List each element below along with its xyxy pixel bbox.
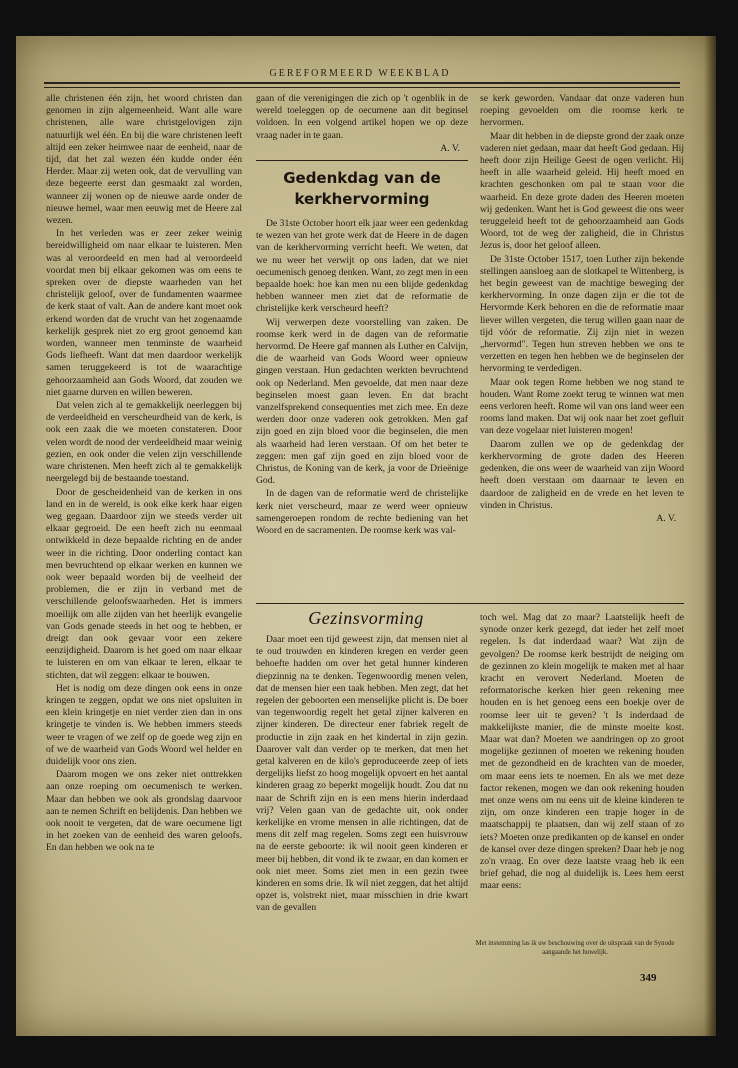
- col2-paragraph: In de dagen van de reformatie werd de christelijke kerk niet verscheurd, maar ze werd weer opnieuw samengeroepen rondom de rechte bediening van het Woord en de sacramenten. De roomse kerk was val-: [256, 488, 468, 537]
- col1-paragraph: In het verleden was er zeer zeker weinig bereidwilligheid om naar elkaar te luisteren. Men was al veroordeeld en men had al veroordeeld voordat men bij elkaar gekomen was om eens te spreken over de diepste waarheden van het christelijk geloof, over de fundamenten waarmee de kerk staat of valt. Aan de andere kant moet ook erkend worden dat de vrucht van het zogenaamde kerkelijk gesprek niet zo erg groot genoemd kan worden, wanneer men tenminste de waarheid Gods liefheeft. Want dat men daardoor werkelijk samen teruggekeerd is tot de waarachtige gehoorzaamheid aan Gods Woord, dat zouden we niet gaarne durven en willen beweren.: [46, 228, 242, 398]
- page-number: 349: [640, 972, 657, 984]
- column-2-article: [256, 218, 468, 596]
- header-rule-thin: [44, 87, 680, 88]
- col2-paragraph: Wij verwerpen deze voorstelling van zaken. De roomse kerk werd in de dagen van de reformatie hervormd. De Heere gaf mannen als Luther en Calvijn, die de waarheid van Gods Woord weer opnieuw gingen verstaan. Hun gedachten werkten bevruchtend ook op Nederland. Men gevoelde, dat men naar deze beginselen moest gaan leven. En dat bracht vanzelfsprekend consequenties met zich mee. En deze werden door onze vaderen ook getrokken. Men gaf zijn goed en zijn bloed voor die beginselen, die men als waarheid had leren verstaan. Of om het beter te zeggen: men gaf zijn goed en zijn bloed voor de Christus, de Koning van de kerk, ja voor de Drieënige God.: [256, 316, 468, 487]
- col3-paragraph: De 31ste October 1517, toen Luther zijn bekende stellingen aansloeg aan de slotkapel te Wittenberg, is het begin geweest van de machtige beweging der kerkhervorming. In onze dagen zijn er die tot de Hervormde Kerk behoren en die de reformatie maar liever willen vergeten, die terug willen gaan naar de tijd vóór de reformatie. Zij zijn niet in wezen „hervormd". Tegen hun streven hebben we ons te verzetten en tegen hen hebben we de beginselen der hervorming te verdedigen.: [480, 253, 684, 375]
- signature: A. V.: [440, 142, 460, 154]
- col3-paragraph: Maar ook tegen Rome hebben we nog stand te houden. Want Rome zoekt terug te winnen wat men eens verloren heeft. Rome wil van ons land weer een rooms land maken. Dat wij ook naar het zoet gefluit van deze vogelaar niet luisteren mogen!: [480, 376, 684, 437]
- column-2-top: [256, 93, 468, 157]
- running-header: GEREFORMEERD WEEKBLAD: [269, 68, 451, 79]
- col1-paragraph: Door de gescheidenheid van de kerken in ons land en in de wereld, is ook elke kerk haar eigen weg gegaan. Daardoor zijn we steeds verder uit elkaar gegroeid. De een heeft zich nu eenmaal ontwikkeld in deze bepaalde richting en de ander weer in die richting. Door onderling contact kan men bevruchtend op elkaar werken en kunnen we ook weer bepaald worden bij de veelheid der problemen, die er zijn in verband met de verschillende geloofswaarheden. Het is immers moeilijk om alle zijden van het heerlijk evangelie van Gods genade steeds in het oog te hebben, er dreigt dan ook gevaar voor een zekere eenzijdigheid. Daarom is het goed om naar elkaar te luisteren en om van elkaar te leren, elkaar te stichten, dat wil zeggen: elkaar te bouwen.: [46, 486, 242, 681]
- signature: A. V.: [656, 512, 676, 524]
- col2-paragraph: gaan of die verenigingen die zich op 't ogenblik in de wereld toeleggen op de oecumene aan dit beginsel voldoen. In een volgend artikel hopen we op deze vraag nader in te gaan.: [256, 93, 468, 141]
- col1-paragraph: Dat velen zich al te gemakkelijk neerleggen bij de verdeeldheid en verscheurdheid van de kerk, is ook een zaak die we moeten constateren. Door velen wordt de nood der verdeeldheid maar weinig gezien, en ook onder die velen zijn verschillende ware christenen. Men heeft zich al te gemakkelijk neergelegd bij de bestaande toestand.: [46, 400, 242, 485]
- col2-paragraph: De 31ste October hoort elk jaar weer een gedenkdag te wezen van het grote werk dat de Heere in de dagen van de kerkhervorming verricht heeft. We weten, dat we nu weer het verwijt op ons laden, dat we niet oecumenisch genoeg denken. Want, zo zegt men in een bepaalde hoek: hoe kan men nu een blijde gedenkdag hebben wanneer men ziet dat de reformatie de christelijke kerk verscheurd heeft?: [256, 218, 468, 315]
- col1-paragraph: Het is nodig om deze dingen ook eens in onze kringen te zeggen, opdat we ons niet opsluiten in een klein kringetje en niet verder zien dan in ons kringetje te vinden is. We hebben immers steeds weer te vragen of we zelf op de goede weg zijn en of we de waarheid van Gods Woord wel helder en duidelijk voor ons zien.: [46, 682, 242, 767]
- column-3-top: [480, 93, 684, 598]
- col3-paragraph: Maar dit hebben in de diepste grond der zaak onze vaderen niet gedaan, maar dat heeft God gedaan. Hij heeft door zijn Heilige Geest de ogen verlicht. Hij heeft in alle waarheid geleid. Hij heeft moed en krachten geschonken om pal te staan voor die waarheid. En deze grote daden des Heeren moeten wij gedenken. Want het is God geweest die ons weer teruggeleid heeft tot de gehoorzaamheid aan Gods Woord, tot de weg der zaligheid, die in Christus Jezus is, door het geloof alleen.: [480, 130, 684, 252]
- column-3-gezinsvorming: [480, 612, 684, 938]
- col1-paragraph: alle christenen één zijn, het woord christen dan genomen in zijn algemeenheid. Want alle ware christenen, alle ware christgelovigen zijn natuurlijk wel één. En bij die ware christenen leeft altijd een zeker heimwee naar de eenheid, naar de tijd, dat het zal wezen één kudde onder één Herder. Maar zij weten ook, dat de vervulling van deze begeerte eerst dan gesmaakt zal worden, wanneer zij wonen op de nieuwe aarde onder de nieuwe hemel, waar men eeuwig met de Heere zal wezen.: [46, 93, 242, 227]
- article-title-kerkhervorming: Gedenkdag van de kerkhervorming: [283, 169, 441, 208]
- footnote: Met instemming las ik uw beschouwing over de uitspraak van de Synode aangaande het huwelijk.: [475, 940, 675, 956]
- page-edge-shadow: [704, 36, 716, 1036]
- gezinsvorming-paragraph: toch wel. Mag dat zo maar? Laatstelijk heeft de synode onzer kerk gezegd, dat ieder het zelf moet regelen. Is dat inderdaad waar? Wat zijn de gevolgen? De roomse kerk bestrijdt de neiging om de gezinnen zo klein mogelijk te maken met al haar kracht en verovert Nederland. Moeten de reformatorische kerken hier geen rekening mee houden en is het genoeg eens een boekje over de roomse leer uit te geven? 't Is inderdaad de makkelijkste manier, die de minste moeite kost. Maar wat dan? Moeten we aandringen op zo groot mogelijke gezinnen of moeten we rekening houden met de gezondheid en de krachten van de moeder, om maar eens iets te noemen. En als we met deze factor rekenen, mogen we dan ook rekening houden met onze wens om nu eens uit de kleine kinderen te zijn, om onze kinderen een trapje hoger in de maatschappij te plaatsen, dan wij zelf staan of zo iets? Moeten onze predikanten op de kansel en onder de kansel over deze dingen spreken? Daar heb je nog zo'n vraag. En over deze laatste vraag heb ik een brief gehad, die nog al duidelijk is. Lees hem eerst maar eens:: [480, 612, 684, 892]
- column-1: [46, 93, 242, 945]
- article-title-gezinsvorming: Gezinsvorming: [308, 608, 424, 628]
- gezinsvorming-paragraph: Daar moet een tijd geweest zijn, dat mensen niet al te oud trouwden en kinderen kregen en verder geen behoefte hadden om over het getal hunner kinderen diepzinnig na te denken. Tegenwoordig menen velen, dat de mensen hier een taak hebben. Men zegt, dat het regelen der geboorten een menselijke plicht is. De boer van tegenwoordig regelt het getal zijner kalveren en zijner kinderen. De directeur ener fabriek regelt de productie in zijn zaak en het kindertal in zijn gezin. Daarover valt dan verder op te merken, dat men het getal kalveren en de kilo's geproduceerde zeep of iets dergelijks liefst zo hoog mogelijk opvoert en het aantal kinderen graag zo beperkt mogelijk houdt. Zou dat nu naar de Schrift zijn en is een mens hierin inderdaad vrij? Velen gaan van de gedachte uit, ook onder kerkelijke en vrome mensen in alle richtingen, dat de mens dit zelf mag regelen. Soms zegt een huisvrouw na de eerste geboorte: ik wil nooit geen kinderen er meer bij hebben, dit vond ik te zwaar, en dan komen er ook niet meer. Soms ziet men in een gezin twee kinderen en soms drie. Ik wil niet zeggen, dat het altijd opzet is, volstrekt niet, maar misschien in drie kwart van de gevallen: [256, 634, 468, 914]
- article-separator: [256, 160, 468, 161]
- header-rule: [44, 82, 680, 84]
- col3-paragraph: se kerk geworden. Vandaar dat onze vaderen hun roeping gevoelden om die roomse kerk te hervormen.: [480, 93, 684, 129]
- col1-paragraph: Daarom mogen we ons zeker niet onttrekken aan onze roeping om oecumenisch te werken. Maar dan hebben we ook als grondslag daarvoor aan te nemen Schrift en belijdenis. Dan hebben we ook nooit te vergeten, dat de ware oecumene ligt in het zoeken van de eenheid des waren geloofs. En dan hebben we ook na te: [46, 769, 242, 854]
- column-2-gezinsvorming: [256, 634, 468, 946]
- section-separator: [256, 603, 684, 604]
- col3-paragraph: Daarom zullen we op de gedenkdag der kerkhervorming de grote daden des Heeren gedenken, die ons weer de waarheid van zijn Woord heeft doen verstaan om daarnaar te leven en daardoor de zaligheid en de vrede en het leven te vinden in Christus.: [480, 438, 684, 511]
- article-title-block: [256, 168, 468, 210]
